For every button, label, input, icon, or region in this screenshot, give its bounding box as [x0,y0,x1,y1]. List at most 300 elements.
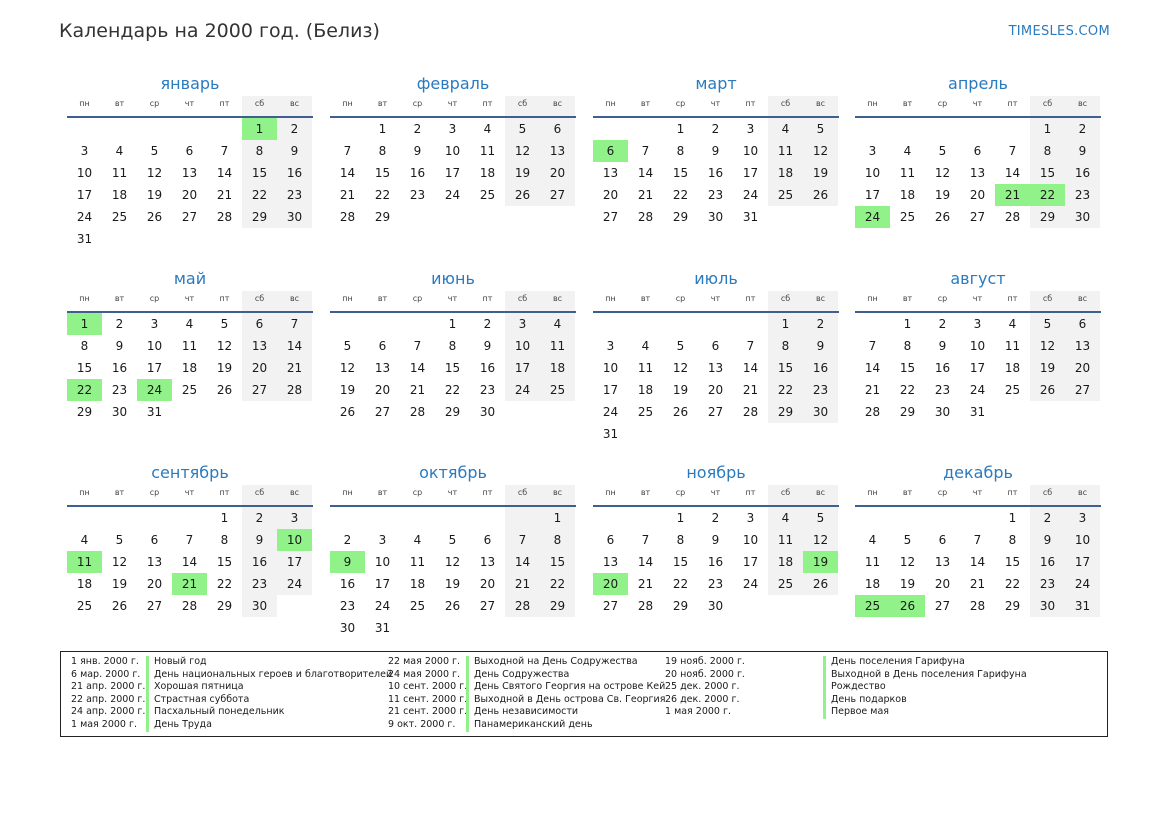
weekday-label: сб [768,485,803,505]
month-name: октябрь [419,463,487,482]
weekday-label: вт [902,488,913,497]
weekday-header [330,291,576,313]
day-cell: 5 [1030,313,1065,335]
weekday-header [67,291,313,313]
day-cell: 7 [277,313,312,335]
empty-cell [365,313,400,335]
day-cell: 5 [343,339,352,353]
day-cell: 11 [768,140,803,162]
empty-cell [855,313,890,335]
day-cell: 30 [479,405,496,419]
day-cell: 1 [768,313,803,335]
day-cell: 9 [413,144,422,158]
day-cell: 12 [934,166,951,180]
weekday-label: вт [114,99,125,108]
day-cell: 3 [868,144,877,158]
weekday-label: вт [902,99,913,108]
day-cell: 10 [742,533,759,547]
weekday-label: пт [745,488,756,497]
month-6 [330,267,576,423]
day-cell: 13 [602,555,619,569]
day-cell: 5 [115,533,124,547]
holiday-date: 1 янв. 2000 г. [71,656,139,667]
day-cell: 22 [672,188,689,202]
day-cell: 9 [803,335,838,357]
holiday-date: 1 мая 2000 г. [665,706,731,718]
day-cell: 14 [409,361,426,375]
day-cell: 3 [150,317,159,331]
day-cell: 3 [448,122,457,136]
day-cell: 16 [707,166,724,180]
day-cell: 28 [864,405,881,419]
weekday-label: ср [675,488,686,497]
day-cell: 11 [540,335,575,357]
day-cell: 13 [479,555,496,569]
day-cell: 27 [602,599,619,613]
holiday-date: 20 нояб. 2000 г. [665,668,745,680]
day-cell: 16 [803,357,838,379]
legend-row [388,669,665,682]
weekday-label: сб [242,291,277,311]
holiday-name: Хорошая пятница [146,681,244,694]
empty-cell [365,507,400,529]
weekday-label: ср [937,488,948,497]
day-cell: 20 [1065,357,1100,379]
day-cell: 10 [1065,529,1100,551]
empty-cell [67,507,102,529]
holiday-name: День поселения Гарифуна [823,656,965,669]
empty-cell [330,313,365,335]
day-cell: 8 [378,144,387,158]
day-cell: 13 [934,555,951,569]
day-cell: 6 [938,533,947,547]
day-cell: 6 [185,144,194,158]
day-cell: 23 [409,188,426,202]
day-cell: 7 [746,339,755,353]
day-cell: 30 [934,405,951,419]
day-cell: 15 [242,162,277,184]
holiday-name: Страстная суббота [146,694,249,707]
day-cell: 16 [111,361,128,375]
day-cell: 8 [1008,533,1017,547]
day-cell: 13 [146,555,163,569]
holiday-date: 1 мая 2000 г. [71,718,137,730]
day-cell: 8 [80,339,89,353]
day-cell: 26 [672,405,689,419]
day-cell: 9 [242,529,277,551]
day-cell: 12 [216,339,233,353]
month-11 [593,461,839,617]
day-cell: 25 [540,379,575,401]
day-cell: 3 [277,507,312,529]
day-cell: 16 [1065,162,1100,184]
day-cell: 12 [803,140,838,162]
day-cell: 9 [483,339,492,353]
day-cell: 24 [374,599,391,613]
day-cell: 19 [934,188,951,202]
weekday-header [855,485,1101,507]
day-cell: 22 [216,577,233,591]
day-cell: 2 [277,118,312,140]
day-cell: 4 [1008,317,1017,331]
holiday-day: 20 [593,573,628,595]
day-cell: 30 [1030,595,1065,617]
weekday-label: пт [745,99,756,108]
day-cell: 4 [540,313,575,335]
weekday-label: сб [1030,96,1065,116]
day-cell: 30 [1065,206,1100,228]
weekday-label: чт [447,488,458,497]
day-cell: 12 [899,555,916,569]
day-cell: 22 [1004,577,1021,591]
day-cell: 11 [768,529,803,551]
month-12 [855,461,1101,617]
day-cell: 31 [374,621,391,635]
empty-cell [102,507,137,529]
day-cell: 12 [505,140,540,162]
day-cell: 22 [540,573,575,595]
day-cell: 17 [1065,551,1100,573]
day-cell: 25 [479,188,496,202]
weekday-label: чт [972,294,983,303]
day-cell: 13 [707,361,724,375]
legend-row [71,669,392,682]
day-grid [67,118,313,250]
day-cell: 3 [973,317,982,331]
day-cell: 9 [1030,529,1065,551]
day-cell: 27 [146,599,163,613]
weekday-header [855,96,1101,118]
day-cell: 23 [934,383,951,397]
weekday-label: чт [184,488,195,497]
day-cell: 18 [76,577,93,591]
day-grid [855,507,1101,617]
day-cell: 16 [707,555,724,569]
day-cell: 19 [146,188,163,202]
day-cell: 2 [343,533,352,547]
day-cell: 2 [1065,118,1100,140]
weekday-label: вс [277,291,312,311]
weekday-label: вс [803,485,838,505]
day-cell: 8 [1030,140,1065,162]
empty-cell [470,507,505,529]
day-cell: 23 [111,383,128,397]
day-cell: 17 [146,361,163,375]
weekday-label: пт [1007,488,1018,497]
day-cell: 11 [864,555,881,569]
weekday-label: чт [184,99,195,108]
month-4 [855,72,1101,228]
empty-cell [102,118,137,140]
day-cell: 28 [637,599,654,613]
legend-row [71,719,392,732]
day-cell: 21 [742,383,759,397]
empty-cell [960,507,995,529]
month-10 [330,461,576,639]
day-cell: 9 [711,144,720,158]
weekday-label: ср [149,294,160,303]
day-cell: 5 [803,118,838,140]
day-cell: 25 [409,599,426,613]
day-cell: 6 [973,144,982,158]
day-cell: 25 [768,184,803,206]
empty-cell [137,507,172,529]
day-cell: 4 [903,144,912,158]
day-cell: 10 [602,361,619,375]
day-grid [330,507,576,639]
day-cell: 21 [216,188,233,202]
day-cell: 8 [448,339,457,353]
weekday-label: пн [605,99,616,108]
day-cell: 10 [374,555,391,569]
day-cell: 6 [242,313,277,335]
month-name: март [695,74,737,93]
day-cell: 22 [768,379,803,401]
weekday-header [593,291,839,313]
day-cell: 22 [672,577,689,591]
day-cell: 1 [1030,118,1065,140]
holiday-date: 22 мая 2000 г. [388,656,461,667]
month-9 [67,461,313,617]
day-cell: 31 [742,210,759,224]
day-cell: 25 [1004,383,1021,397]
day-cell: 6 [483,533,492,547]
day-cell: 20 [969,188,986,202]
legend-row [665,681,1027,694]
day-cell: 28 [409,405,426,419]
holiday-name: Панамериканский день [466,719,593,732]
weekday-label: чт [710,99,721,108]
day-cell: 28 [1004,210,1021,224]
day-cell: 14 [181,555,198,569]
day-cell: 14 [969,555,986,569]
day-cell: 11 [111,166,128,180]
day-cell: 31 [602,427,619,441]
empty-cell [890,507,925,529]
day-cell: 7 [641,533,650,547]
day-cell: 29 [374,210,391,224]
weekday-label: сб [768,96,803,116]
page-title: Календарь на 2000 год. (Белиз) [59,20,380,42]
holiday-day: 19 [803,551,838,573]
holiday-name: День Труда [146,719,212,732]
legend-row [71,706,392,719]
day-cell: 29 [242,206,277,228]
day-cell: 28 [637,210,654,224]
day-cell: 11 [1004,339,1021,353]
weekday-label: вт [114,294,125,303]
weekday-label: пн [605,488,616,497]
day-cell: 19 [505,162,540,184]
day-cell: 26 [803,184,838,206]
day-cell: 26 [505,184,540,206]
day-cell: 19 [111,577,128,591]
day-cell: 14 [637,166,654,180]
day-cell: 19 [899,577,916,591]
empty-cell [593,313,628,335]
holiday-day: 22 [1030,184,1065,206]
weekday-label: пт [482,488,493,497]
weekday-header [593,485,839,507]
day-cell: 7 [868,339,877,353]
day-cell: 13 [1065,335,1100,357]
day-cell: 2 [1030,507,1065,529]
day-cell: 3 [606,339,615,353]
day-cell: 27 [242,379,277,401]
day-cell: 18 [768,162,803,184]
day-cell: 18 [111,188,128,202]
day-cell: 29 [1004,599,1021,613]
day-cell: 13 [602,166,619,180]
empty-cell [435,507,470,529]
month-name: август [950,269,1006,288]
day-cell: 31 [146,405,163,419]
weekday-label: сб [242,485,277,505]
day-cell: 28 [742,405,759,419]
day-cell: 4 [768,118,803,140]
day-cell: 23 [479,383,496,397]
day-cell: 15 [1030,162,1065,184]
holiday-date: 21 сент. 2000 г. [388,706,468,718]
weekday-label: пт [219,294,230,303]
weekday-label: пн [867,294,878,303]
day-cell: 19 [339,383,356,397]
day-cell: 16 [409,166,426,180]
day-cell: 27 [969,210,986,224]
day-cell: 27 [374,405,391,419]
weekday-label: пт [1007,99,1018,108]
day-cell: 2 [115,317,124,331]
day-cell: 14 [742,361,759,375]
weekday-label: вс [540,485,575,505]
holiday-day: 10 [277,529,312,551]
day-cell: 14 [277,335,312,357]
weekday-label: чт [710,488,721,497]
day-cell: 5 [938,144,947,158]
day-cell: 21 [637,577,654,591]
legend-column [71,656,392,732]
weekday-label: ср [675,294,686,303]
weekday-label: пн [867,99,878,108]
day-cell: 24 [444,188,461,202]
empty-cell [172,507,207,529]
legend-row [71,681,392,694]
day-cell: 10 [444,144,461,158]
day-cell: 12 [803,529,838,551]
empty-cell [137,118,172,140]
weekday-label: пн [79,294,90,303]
day-cell: 13 [374,361,391,375]
holiday-date: 10 сент. 2000 г. [388,681,468,693]
day-cell: 2 [711,122,720,136]
weekday-label: сб [1030,291,1065,311]
day-cell: 4 [413,533,422,547]
month-name: сентябрь [151,463,229,482]
day-cell: 28 [339,210,356,224]
day-cell: 17 [374,577,391,591]
day-grid [593,507,839,617]
day-cell: 15 [374,166,391,180]
day-cell: 21 [864,383,881,397]
weekday-label: вт [640,294,651,303]
day-cell: 29 [672,210,689,224]
month-name: декабрь [943,463,1013,482]
day-grid [855,313,1101,423]
empty-cell [925,507,960,529]
holiday-date: 21 апр. 2000 г. [71,681,146,693]
day-cell: 23 [339,599,356,613]
holiday-day: 26 [890,595,925,617]
day-cell: 30 [803,401,838,423]
weekday-label: вт [640,99,651,108]
day-cell: 17 [742,555,759,569]
day-cell: 5 [220,317,229,331]
legend-row [388,681,665,694]
day-cell: 8 [540,529,575,551]
day-cell: 25 [899,210,916,224]
empty-cell [400,313,435,335]
day-cell: 26 [1030,379,1065,401]
day-cell: 3 [746,122,755,136]
day-cell: 7 [220,144,229,158]
day-cell: 14 [339,166,356,180]
holiday-day: 1 [242,118,277,140]
day-cell: 23 [707,188,724,202]
holiday-date: 19 нояб. 2000 г. [665,656,745,667]
legend-row [388,706,665,719]
brand-link[interactable]: TIMESLES.COM [1008,24,1110,39]
empty-cell [330,507,365,529]
day-cell: 11 [637,361,654,375]
weekday-label: вс [1065,96,1100,116]
legend-row [665,669,1027,682]
empty-cell [172,118,207,140]
weekday-header [67,485,313,507]
day-cell: 8 [676,144,685,158]
day-cell: 7 [185,533,194,547]
day-cell: 15 [672,166,689,180]
day-cell: 15 [540,551,575,573]
month-name: ноябрь [686,463,746,482]
weekday-label: вс [803,291,838,311]
day-cell: 3 [746,511,755,525]
holiday-day: 24 [137,379,172,401]
day-grid [593,118,839,228]
day-cell: 17 [505,357,540,379]
day-cell: 9 [1065,140,1100,162]
day-cell: 26 [803,573,838,595]
day-cell: 16 [339,577,356,591]
day-cell: 5 [448,533,457,547]
day-cell: 11 [479,144,496,158]
day-cell: 24 [505,379,540,401]
weekday-label: ср [412,488,423,497]
day-cell: 23 [1030,573,1065,595]
day-cell: 16 [934,361,951,375]
day-cell: 26 [146,210,163,224]
day-cell: 12 [339,361,356,375]
day-cell: 30 [277,206,312,228]
day-cell: 20 [540,162,575,184]
day-cell: 8 [903,339,912,353]
day-cell: 30 [242,595,277,617]
day-cell: 9 [115,339,124,353]
day-cell: 18 [409,577,426,591]
day-cell: 6 [378,339,387,353]
day-cell: 5 [676,339,685,353]
day-cell: 18 [181,361,198,375]
holiday-name: Рождество [823,681,886,694]
